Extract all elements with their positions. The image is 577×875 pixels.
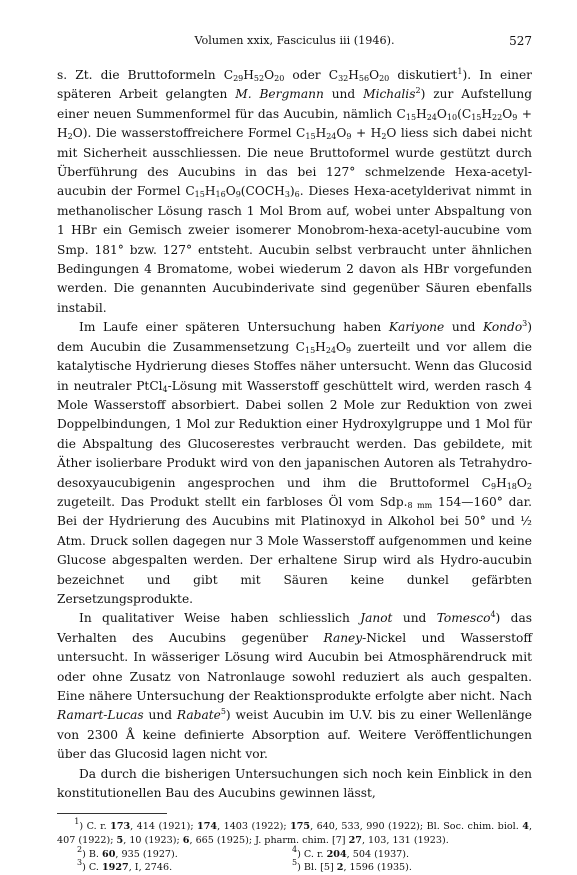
footnote-4: $^4$) C. r. 204, 504 (1937).: [292, 844, 410, 860]
page-header: [57, 34, 532, 50]
footnote-1: $^1$) C. r. 173, 414 (1921); 174, 1403 (1922); 175, 640, 533, 990 (1922); Bl. Soc. chim. biol. 4, 407 (1922); 5, 10 (1923); 6, 665 (1925); J. pharm. chim. [7] 27, 103, 131 (1923).: [57, 817, 532, 847]
footnote-3: $^3$) C. 1927, I, 2746.: [77, 858, 173, 874]
footnote-rule: [57, 813, 167, 814]
paragraph-3: In qualitativer Weise haben schliesslich Janot und Tomesco$^4$) das Verhalten des Aucubins gegenüber Raney-Nickel und Wasserstoff untersucht. In wässeriger Lösung wird Aucubin bei Atmosphärendruck mit oder ohne Zusatz von Natronlauge sowohl reduziert als auch gespalten. Eine nähere Untersuchung der Reaktionsprodukte erfolgte aber nicht. Nach Ramart-Lucas und Rabate$^5$) weist Aucubin im U.V. bis zu einer Wellenlänge von 2300 Å keine definierte Absorption auf. Weitere Veröffentlichungen über das Glucosid lagen nicht vor.: [57, 610, 533, 762]
footnote-2: $^2$) B. 60, 935 (1927).: [77, 844, 178, 860]
footnotes: [57, 817, 532, 874]
page-number: 527: [509, 34, 532, 48]
footnote-5: $^5$) Bl. [5] 2, 1596 (1935).: [292, 858, 412, 874]
footnote-row-3-5: [57, 858, 532, 875]
paragraph-2: Im Laufe einer späteren Untersuchung haben Kariyone und Kondo$^3$) dem Aucubin die Zusammensetzung $C_{15}H_{24}O_9$ zuerteilt und vor allem die katalytische Hydrierung dieses Stoffes näher untersucht. Wenn das Glucosid in neutraler PtCl$_4$-Lösung mit Wasserstoff geschüttelt wird, werden rasch 4 Mole Wasserstoff absorbiert. Dabei sollen 2 Mole zur Reduktion von zwei Doppelbindungen, 1 Mol zur Reduktion einer Hydroxylgruppe und 1 Mol für die Abspaltung des Glucoserestes verbraucht werden. Das gebildete, mit Äther isolierbare Produkt wird von den japanischen Autoren als Tetrahydro-desoxyaucubigenin angesprochen und ihm die Bruttoformel $C_9H_{18}O_2$ zugeteilt. Das Produkt stellt ein farbloses Öl vom $Sdp._{8 mm}$ 154—160° dar. Bei der Hydrierung des Aucubins mit Platinoxyd in Alkohol bei 50° und ½ Atm. Druck sollen dagegen nur 3 Mole Wasserstoff aufgenommen und keine Glucose abgespalten werden. Der erhaltene Sirup wird als Hydro-aucubin bezeichnet und gibt mit Säuren keine dunkel gefärbten Zersetzungsprodukte.: [57, 319, 533, 606]
paragraph-4: Da durch die bisherigen Untersuchungen sich noch kein Einblick in den konstitutionellen Bau des Aucubins gewinnen lässt,: [57, 766, 532, 801]
running-title: Volumen xxix, Fasciculus iii (1946).: [194, 34, 395, 47]
paragraph-1: s. Zt. die Bruttoformeln $C_{29}H_{52}O_{20}$ oder $C_{32}H_{56}O_{20}$ diskutiert$^1$). In einer späteren Arbeit gelangten M. Bergmann und Michalis$^2$) zur Aufstellung einer neuen Summenformel für das Aucubin, nämlich $C_{15}H_{24}O_{10}(C_{15}H_{22}O_9 + H_2O)$. Die wasserstoffreichere Formel $C_{15}H_{24}O_9 + H_2O$ liess sich dabei nicht mit Sicherheit ausschliessen. Die neue Bruttoformel wurde gestützt durch Überführung des Aucubins in das bei 127° schmelzende Hexa-acetyl-aucubin der Formel $C_{15}H_{16}O_9(COCH_3)_6$. Dieses Hexa-acetylderivat nimmt in methanolischer Lösung rasch 1 Mol Brom auf, wobei unter Abspaltung von 1 HBr ein Gemisch zweier isomerer Monobrom-hexa-acetyl-aucubine vom Smp. 181° bzw. 127° entsteht. Aucubin selbst verbraucht unter ähnlichen Bedingungen 4 Bromatome, wobei wiederum 2 davon als HBr vorgefunden werden. Die genannten Aucubinderivate sind gegenüber Säuren ebenfalls instabil.: [57, 67, 533, 315]
body-text: [57, 66, 532, 803]
